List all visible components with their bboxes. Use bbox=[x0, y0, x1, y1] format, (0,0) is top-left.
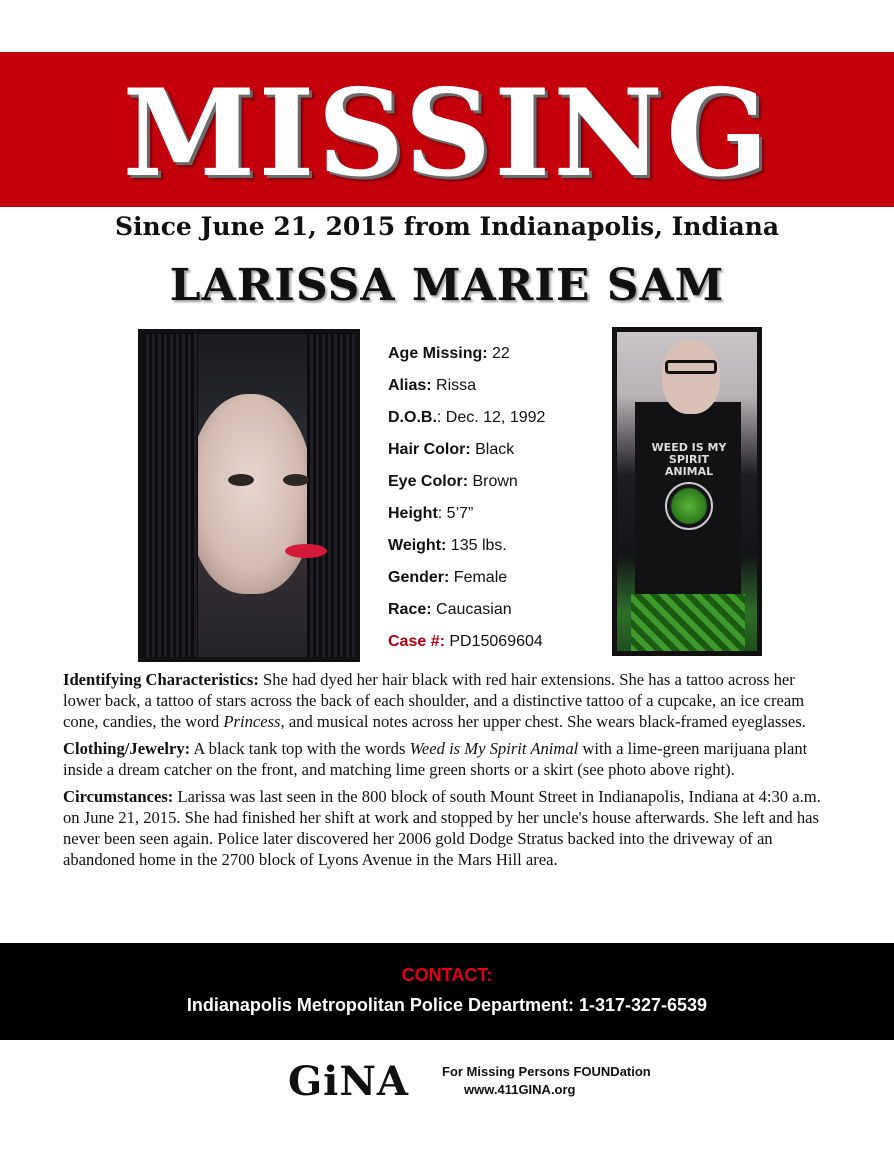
fact-value: Black bbox=[470, 441, 515, 458]
fact-value: 22 bbox=[487, 345, 510, 362]
section-text: A black tank top with the words bbox=[190, 739, 410, 758]
fact-dob bbox=[388, 404, 608, 436]
hair-shape-left bbox=[143, 334, 198, 657]
contact-phone-text: Indianapolis Metropolitan Police Department: 1-317-327-6539 bbox=[186, 995, 708, 1015]
missing-since-subtitle: Since June 21, 2015 from Indianapolis, Indiana bbox=[114, 212, 780, 241]
eye-shape bbox=[228, 474, 254, 486]
section-italic: Weed is My Spirit Animal bbox=[409, 739, 579, 758]
banner-title: MISSING bbox=[122, 62, 772, 204]
fact-value: Caucasian bbox=[431, 601, 512, 618]
dream-catcher-graphic bbox=[665, 482, 713, 530]
face-shape bbox=[188, 394, 313, 594]
section-label: Circumstances: bbox=[63, 787, 174, 806]
eye-shape bbox=[283, 474, 309, 486]
section-italic: Princess bbox=[223, 712, 281, 731]
footer-logo-block bbox=[288, 1058, 651, 1106]
fact-label: Weight: bbox=[388, 537, 447, 554]
fact-alias bbox=[388, 372, 608, 404]
full-body-photo-right bbox=[612, 327, 762, 656]
head-shape bbox=[662, 340, 720, 414]
section-text: She had dyed her hair black with red hair extensions. She has a tattoo across her lower back, a tattoo of stars across the back of each shoulder, and a distinctive tattoo of a cupcake, an ice cream cone, candies, the word bbox=[63, 670, 805, 731]
identifying-characteristics bbox=[63, 669, 833, 732]
fact-hair-color bbox=[388, 436, 608, 468]
gina-tagline: For Missing Persons FOUNDation bbox=[442, 1064, 651, 1079]
contact-label: CONTACT: bbox=[401, 965, 493, 985]
fact-label: Case #: bbox=[388, 633, 445, 650]
gina-website: www.411GINA.org bbox=[464, 1082, 576, 1097]
fact-race bbox=[388, 596, 608, 628]
fact-label: Alias: bbox=[388, 377, 432, 394]
fact-label: D.O.B. bbox=[388, 409, 437, 426]
fact-case-number bbox=[388, 628, 608, 660]
fact-label: Eye Color: bbox=[388, 473, 469, 490]
section-text: with a lime-green marijuana plant inside a dream catcher on the front, and matching lime green shorts or a skirt (see photo above right). bbox=[63, 739, 808, 779]
fact-value: 135 lbs. bbox=[446, 537, 507, 554]
hair-shape-right bbox=[307, 334, 355, 657]
fact-value: Female bbox=[449, 569, 508, 586]
section-text: , and musical notes across her upper chest. She wears black-framed eyeglasses. bbox=[280, 712, 806, 731]
clothing-jewelry bbox=[63, 738, 833, 780]
section-text: Larissa was last seen in the 800 block of south Mount Street in Indianapolis, Indiana at 4:30 a.m. on June 21, 2015. She had finished her shift at work and stopped by her uncle's house afterwards. She left and has never been seen again. Police later discovered her 2006 gold Dodge Stratus backed into the driveway of an abandoned home in the 2700 block of Lyons Avenue in the Mars Hill area. bbox=[63, 787, 821, 869]
gina-logo: GiNA bbox=[288, 1058, 409, 1105]
portrait-photo-left bbox=[138, 329, 360, 662]
section-label: Identifying Characteristics: bbox=[63, 670, 259, 689]
fact-gender bbox=[388, 564, 608, 596]
details-sections bbox=[63, 669, 833, 876]
fact-value: Brown bbox=[468, 473, 518, 490]
fact-height bbox=[388, 500, 608, 532]
missing-banner bbox=[0, 52, 894, 207]
fact-age-missing bbox=[388, 340, 608, 372]
facts-list bbox=[388, 340, 608, 660]
fact-weight bbox=[388, 532, 608, 564]
fact-eye-color bbox=[388, 468, 608, 500]
fact-label: Gender: bbox=[388, 569, 450, 586]
fact-value: : Dec. 12, 1992 bbox=[436, 409, 546, 426]
fact-label: Race: bbox=[388, 601, 432, 618]
fact-value: : 5’7” bbox=[437, 505, 474, 522]
green-shorts-shape bbox=[631, 594, 745, 652]
fact-value: Rissa bbox=[431, 377, 477, 394]
contact-band bbox=[0, 943, 894, 1040]
person-name: LARISSA MARIE SAM bbox=[169, 260, 725, 311]
section-label: Clothing/Jewelry: bbox=[63, 739, 191, 758]
fact-label: Hair Color: bbox=[388, 441, 471, 458]
fact-label: Height bbox=[388, 505, 438, 522]
fact-label: Age Missing: bbox=[388, 345, 488, 362]
eyeglasses-shape bbox=[665, 360, 717, 374]
shirt-print-text: WEED IS MY SPIRIT ANIMAL bbox=[651, 441, 727, 479]
lips-shape bbox=[285, 544, 327, 558]
fact-value: PD15069604 bbox=[444, 633, 543, 650]
circumstances bbox=[63, 786, 833, 870]
